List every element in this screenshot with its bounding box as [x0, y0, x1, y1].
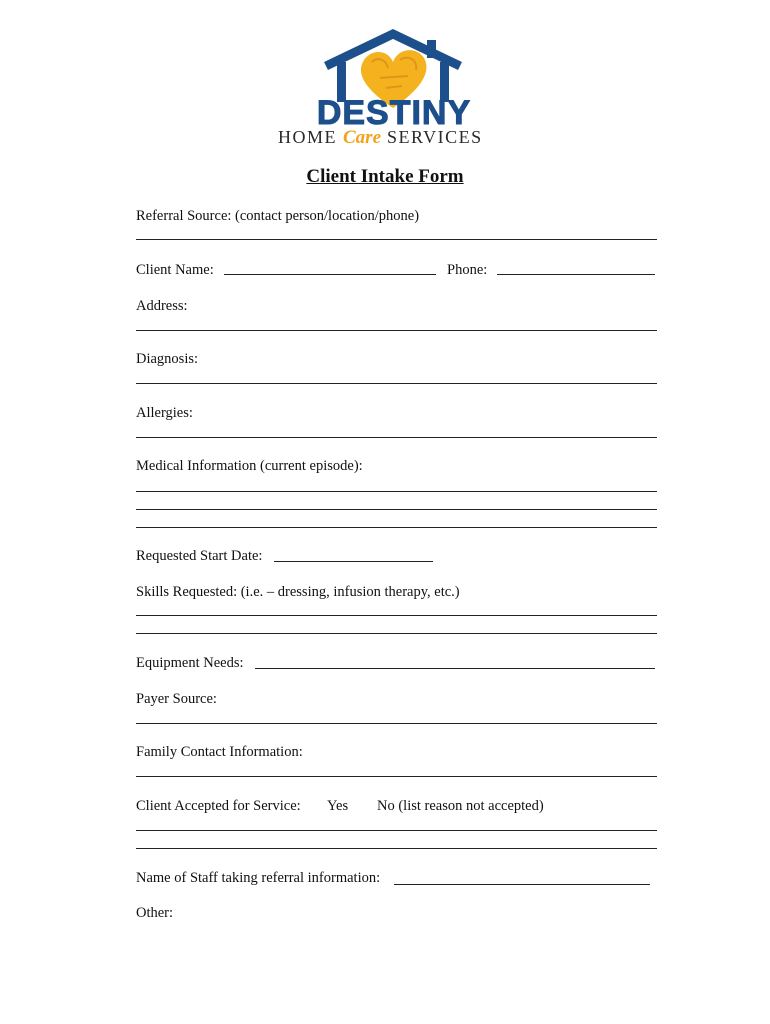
phone-field[interactable] [497, 274, 655, 275]
address-field[interactable] [136, 330, 657, 331]
requested-start-date-field[interactable] [274, 561, 433, 562]
equipment-needs-field[interactable] [255, 668, 655, 669]
medical-info-label: Medical Information (current episode): [136, 458, 363, 474]
logo-home-text: HOME [278, 127, 337, 147]
medical-info-field-3[interactable] [136, 527, 657, 528]
phone-label: Phone: [447, 262, 488, 278]
diagnosis-field[interactable] [136, 383, 657, 384]
skills-requested-label: Skills Requested: (i.e. – dressing, infusion therapy, etc.) [136, 584, 460, 600]
client-name-field[interactable] [224, 274, 436, 275]
referral-source-field[interactable] [136, 239, 657, 240]
payer-source-field[interactable] [136, 723, 657, 724]
skills-requested-field-1[interactable] [136, 615, 657, 616]
allergies-label: Allergies: [136, 405, 193, 421]
yes-option[interactable]: Yes [327, 798, 349, 814]
logo-care-text: Care [343, 127, 381, 148]
referral-source-label: Referral Source: (contact person/location/phone) [136, 208, 420, 224]
form-title: Client Intake Form [306, 166, 464, 187]
client-accepted-reason-field-1[interactable] [136, 830, 657, 831]
requested-start-date-label: Requested Start Date: [136, 548, 263, 564]
medical-info-field-1[interactable] [136, 491, 657, 492]
other-label: Other: [136, 905, 174, 921]
diagnosis-label: Diagnosis: [136, 351, 199, 367]
logo-brand-text: DESTINY [316, 94, 472, 132]
family-contact-label: Family Contact Information: [136, 744, 303, 760]
staff-name-label: Name of Staff taking referral information: [136, 870, 381, 886]
medical-info-field-2[interactable] [136, 509, 657, 510]
payer-source-label: Payer Source: [136, 691, 217, 707]
logo-tagline [278, 126, 523, 149]
staff-name-field[interactable] [394, 884, 650, 885]
equipment-needs-label: Equipment Needs: [136, 655, 244, 671]
client-accepted-label: Client Accepted for Service: [136, 798, 301, 814]
client-accepted-reason-field-2[interactable] [136, 848, 657, 849]
client-name-label: Client Name: [136, 262, 214, 278]
family-contact-field[interactable] [136, 776, 657, 777]
logo-services-text: SERVICES [387, 127, 483, 147]
no-option[interactable]: No (list reason not accepted) [377, 798, 544, 814]
address-label: Address: [136, 298, 188, 314]
skills-requested-field-2[interactable] [136, 633, 657, 634]
allergies-field[interactable] [136, 437, 657, 438]
destiny-logo [268, 26, 523, 146]
